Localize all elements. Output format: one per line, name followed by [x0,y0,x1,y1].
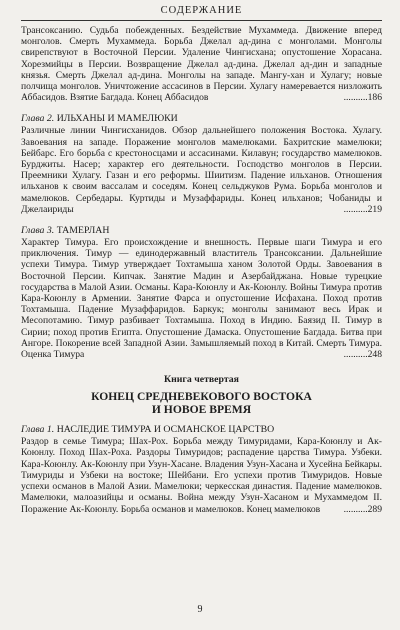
toc-book4-chapter-1 [21,424,382,514]
entry-text: Трансоксанию. Судьба побежденных. Бездействие Мухаммеда. Движение вперед монголов. Смерть Мухаммеда. Борьба Джелал ад-дина с монголами. Монголы свирепствуют в Восточной Персии. Удаление Чингисхана; опустошение Хорасана. Хорезмийцы в Персии. Возвращение Джелал ад-дина. Джелал ад-дин и западные князья. Смерть Джелал ад-дина. Монголы на западе. Мангу-хан и Хулагу; новые полчища монголов. Уничтожение ассасинов в Персии. Хулагу намеревается низложить Аббасидов. Взятие Багдада. Конец Аббасидов [21,25,382,104]
entry-text: Раздор в семье Тимура; Шах-Рох. Борьба между Тимуридами, Кара-Коюнлу и Ак-Коюнлу. Поход Шах-Роха. Раздоры Тимуридов; распадение царства Тимура. Узбеки. Кара-Коюнлу. Ак-Коюнлу при Узун-Хасане. Владения Узун-Хасана и Хусейна Бейкары. Тимуриды и Узбеки на востоке; Шейбани. Его успехи против Тимуридов. Новые успехи османов в Малой Азии. Мамелюки; черкесская династия. Падение мамелюков. Мамелюки, малоазийцы и османы. Война между Узун-Хасаном и Мухаммедом II. Поражение Ак-Коюнлу. Борьба османов и мамелюков. Конец мамелюков [21,436,382,515]
chapter-summary [21,125,382,215]
chapter-title: ТАМЕРЛАН [56,225,110,237]
page-ref: ..........219 [343,203,382,215]
chapter-summary [21,436,382,514]
chapter-summary [21,237,382,360]
chapter-heading [21,225,382,237]
page-ref: ..........289 [343,503,382,515]
book-heading [21,373,382,416]
chapter-heading [21,113,382,125]
chapter-heading [21,424,382,436]
entry-text: Характер Тимура. Его происхождение и внешность. Первые шаги Тимура и его приключения. Тимур — единодержавный властитель Трансоксании. Дальнейшие успехи Тимура. Тимур утверждает Тохтамыша ханом Золотой Орды. Завоевания в Восточной Персии. Кипчак. Занятие Мадин и Азербайджана. Новые турецкие государства в Малой Азии. Османы. Кара-Коюнлу и Ак-Коюнлу. Войны Тимура против Кара-Коюнлу в Армении. Занятие Фарса и опустошение Исфахана. Поход против Тохтамыша. Падение Музаффаридов. Баркук; монголы занимают весь Ирак и Месопотамию. Тимур разбивает Тохтамыша. Поход в Индию. Баязид II. Тимур в Сирии; поход против Египта. Опустошение Дамаска. Опустошение Багдада. Битва при Ангоре. Покорение всей Западной Азии. Замышляемый поход в Китай. Смерть Тимура. Оценка Тимура [21,237,382,361]
book-title-line-1: КОНЕЦ СРЕДНЕВЕКОВОГО ВОСТОКА [91,390,312,404]
chapter-label: Глава 1. [21,424,55,436]
header-title: СОДЕРЖАНИЕ [160,5,243,16]
page-number-ref: 186 [367,92,382,104]
page-ref: ..........186 [343,92,382,104]
page-ref: ..........248 [343,349,382,361]
book-label: Книга четвертая [164,374,239,386]
page-number: 9 [197,604,203,615]
chapter-title: НАСЛЕДИЕ ТИМУРА И ОСМАНСКОЕ ЦАРСТВО [56,424,275,436]
page-number-ref: 289 [367,503,382,515]
chapter-label: Глава 2. [21,113,55,125]
toc-chapter-3 [21,225,382,360]
toc-entry-continued [21,25,382,103]
running-header [21,0,382,21]
book-title-line-2: И НОВОЕ ВРЕМЯ [151,403,252,417]
page-number-ref: 219 [367,203,382,215]
toc-chapter-2 [21,113,382,215]
entry-text: Различные линии Чингисханидов. Обзор дальнейшего положения Востока. Хулагу. Завоевания на западе. Поражение монголов мамелюками. Бахритские мамелюки; Бейбарс. Его борьба с крестоносцами и ассасинами. Килавун; государство мамелюков. Бурджиты. Насер; характер его деятельности. Господство монголов в Персии. Преемники Хулагу. Газан и его реформы. Шиитизм. Падение ильханов. Отношения ильханов к своим вассалам и соседям. Конец сельджуков Рума. Борьба монголов и мамелюков. Сербедары. Куртиды и Музаффариды. Конец ильханов; Чобаниды и Джелаириды [21,125,382,215]
page-number-ref: 248 [367,349,382,361]
chapter-title: ИЛЬХАНЫ И МАМЕЛЮКИ [56,113,178,125]
chapter-label: Глава 3. [21,225,55,237]
